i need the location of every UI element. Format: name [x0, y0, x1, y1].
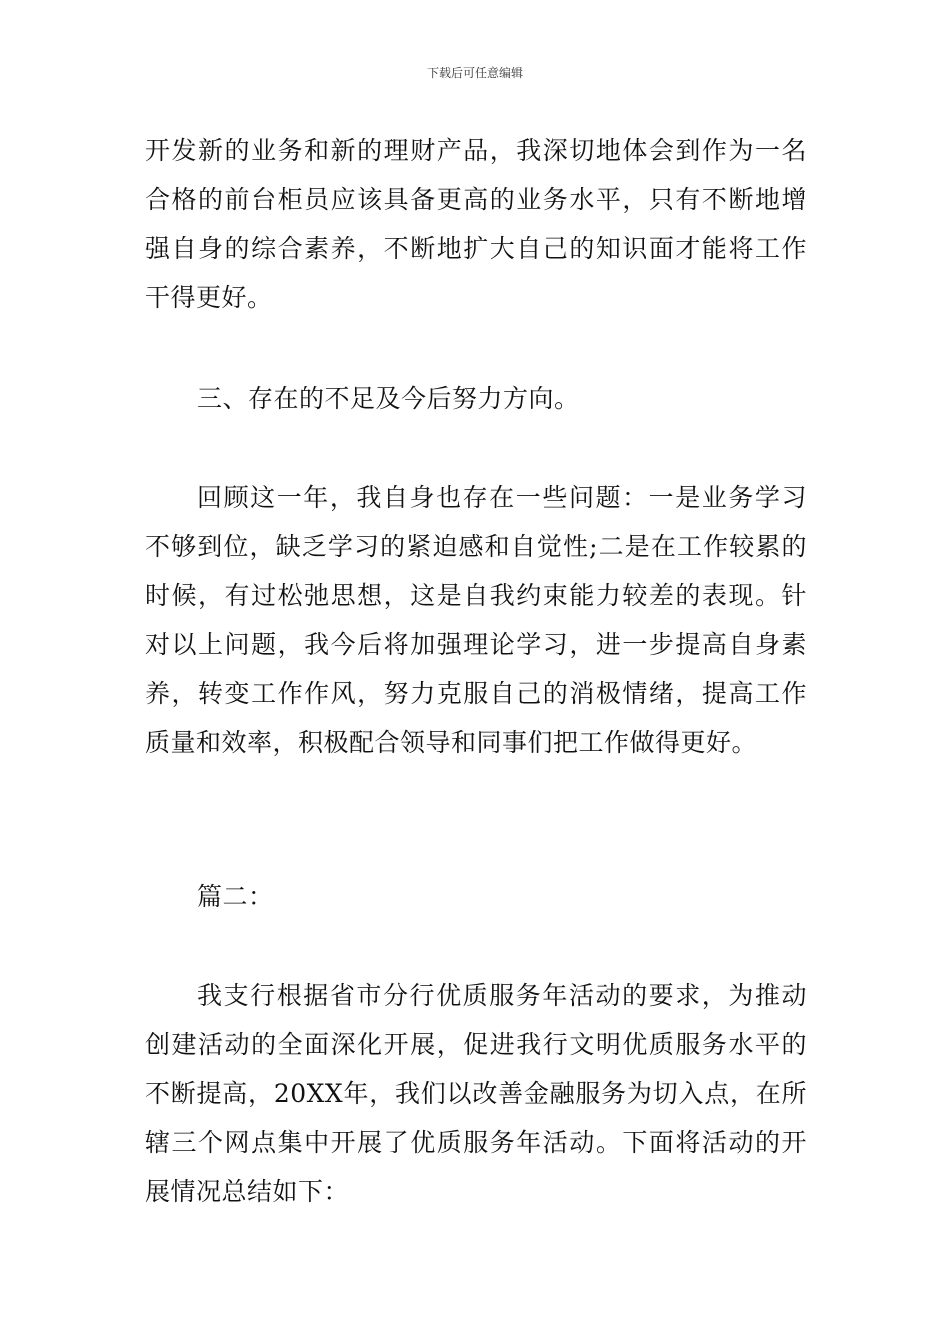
paragraph-continuation: 开发新的业务和新的理财产品，我深切地体会到作为一名合格的前台柜员应该具备更高的业务水平，只有不断地增强自身的综合素养，不断地扩大自己的知识面才能将工作干得更好。 [145, 136, 807, 312]
part-heading: 篇二： [197, 882, 274, 911]
section-heading: 三、存在的不足及今后努力方向。 [197, 384, 580, 413]
page-header: 下载后可任意编辑 [426, 66, 523, 80]
paragraph-review: 回顾这一年，我自身也存在一些问题：一是业务学习不够到位，缺乏学习的紧迫感和自觉性;二是在工作较累的时候，有过松弛思想，这是自我约束能力较差的表现。针对以上问题，我今后将加强理论学习，进一步提高自身素养，转变工作作风，努力克服自己的消极情绪，提高工作质量和效率，积极配合领导和同事们把工作做得更好。 [145, 483, 807, 757]
paragraph-intro: 我支行根据省市分行优质服务年活动的要求，为推动创建活动的全面深化开展，促进我行文明优质服务水平的不断提高，20XX年，我们以改善金融服务为切入点，在所辖三个网点集中开展了优质服务年活动。下面将活动的开展情况总结如下： [145, 981, 807, 1206]
